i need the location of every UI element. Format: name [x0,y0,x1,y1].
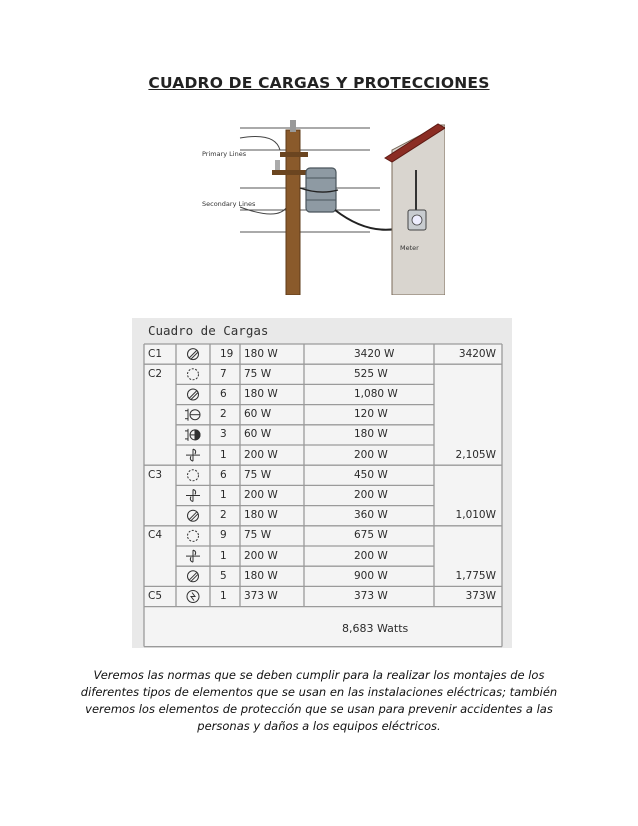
quantity-cell: 1 [220,488,227,501]
total-power-cell: 200 W [354,448,388,461]
total-power-cell: 180 W [354,428,388,441]
unit-power-cell: 200 W [244,448,278,461]
circuit-label: C3 [148,468,163,481]
total-power-cell: 200 W [354,488,388,501]
load-table-grid [132,318,512,648]
total-power-cell: 525 W [354,367,388,380]
total-power-cell: 450 W [354,468,388,481]
secondary-lines-label: Secondary Lines [202,200,256,208]
circuit-label: C1 [148,347,163,360]
unit-power-cell: 75 W [244,529,272,542]
total-power-cell: 373 W [354,589,388,602]
unit-power-cell: 75 W [244,468,272,481]
load-table-title: Cuadro de Cargas [148,323,269,338]
circuit-label: C5 [148,589,163,602]
quantity-cell: 6 [220,468,227,481]
unit-power-cell: 60 W [244,408,272,421]
total-power-cell: 675 W [354,529,388,542]
unit-power-cell: 373 W [244,589,278,602]
circuit-total-cell: 1,775W [455,569,496,582]
total-power-cell: 1,080 W [354,387,398,400]
primary-lines-label: Primary Lines [202,150,247,158]
unit-power-cell: 180 W [244,387,278,400]
document-caption: Veremos las normas que se deben cumplir para la realizar los montajes de los diferentes tipos de elementos que se usan en las instalaciones eléctricas; también veremos los elementos de protección que se usan para prevenir accidentes a las personas y daños a los equipos eléctricos. [80,668,558,733]
unit-power-cell: 200 W [244,488,278,501]
total-power-cell: 120 W [354,408,388,421]
unit-power-cell: 60 W [244,428,272,441]
unit-power-cell: 75 W [244,367,272,380]
total-power-cell: 200 W [354,549,388,562]
meter-label: Meter [400,244,419,252]
quantity-cell: 2 [220,408,227,421]
circuit-total-cell: 373W [465,589,496,602]
utility-pole-illustration [180,110,445,295]
quantity-cell: 1 [220,448,227,461]
quantity-cell: 7 [220,367,227,380]
total-power-cell: 900 W [354,569,388,582]
quantity-cell: 2 [220,509,227,522]
quantity-cell: 6 [220,387,227,400]
total-power-cell: 360 W [354,509,388,522]
circuit-total-cell: 3420W [458,347,496,360]
quantity-cell: 5 [220,569,227,582]
circuit-total-cell: 2,105W [455,448,496,461]
quantity-cell: 1 [220,549,227,562]
grand-total: 8,683 Watts [342,621,409,635]
page-title: CUADRO DE CARGAS Y PROTECCIONES [148,74,490,92]
unit-power-cell: 180 W [244,569,278,582]
circuit-total-cell: 1,010W [455,509,496,522]
quantity-cell: 19 [220,347,234,360]
circuit-label: C2 [148,367,163,380]
load-table [132,318,512,648]
total-power-cell: 3420 W [354,347,395,360]
unit-power-cell: 200 W [244,549,278,562]
unit-power-cell: 180 W [244,347,278,360]
circuit-label: C4 [148,529,163,542]
unit-power-cell: 180 W [244,509,278,522]
quantity-cell: 9 [220,529,227,542]
quantity-cell: 1 [220,589,227,602]
quantity-cell: 3 [220,428,227,441]
